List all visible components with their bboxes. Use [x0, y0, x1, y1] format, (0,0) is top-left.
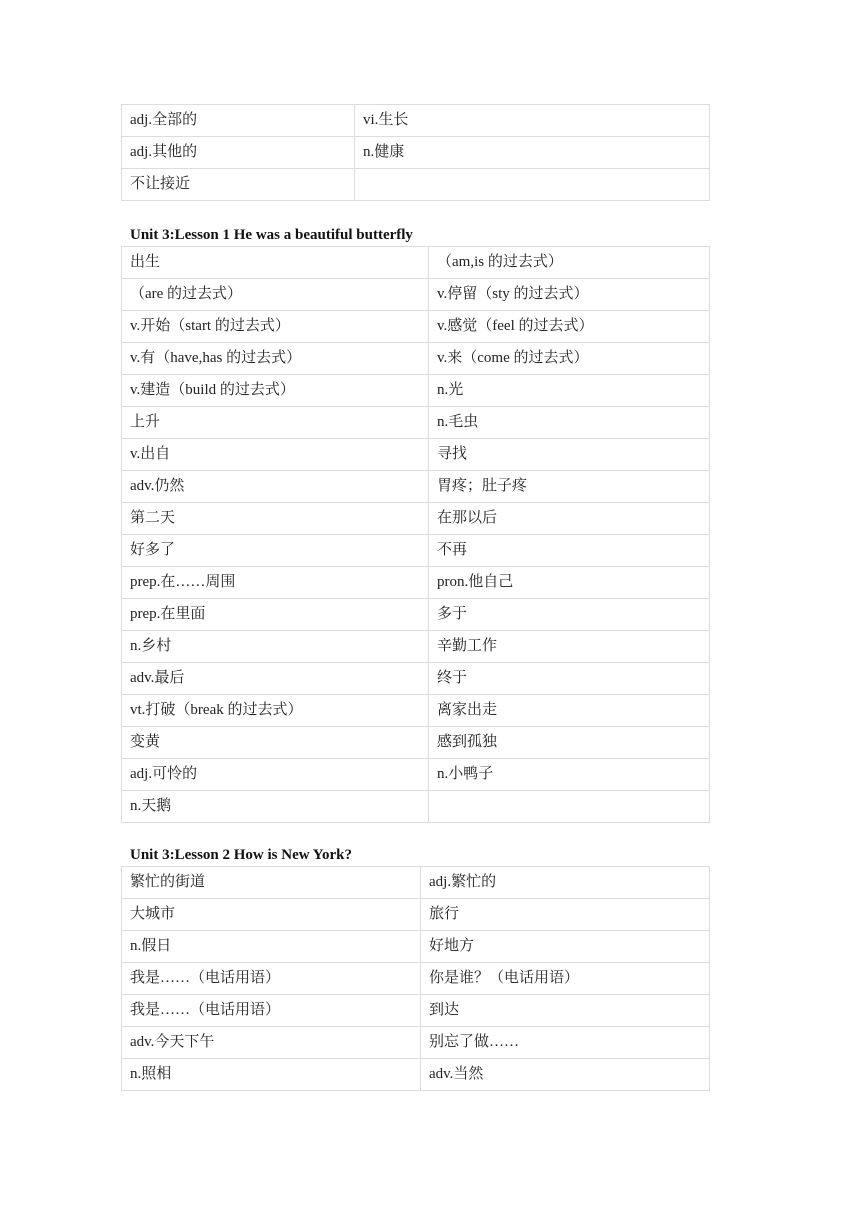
table-cell: 旅行	[421, 899, 710, 931]
table-cell: n.小鸭子	[429, 759, 710, 791]
table-row	[122, 727, 710, 759]
vocab-table-top-body	[122, 105, 710, 201]
table-cell: adv.当然	[421, 1059, 710, 1091]
table-cell: adv.仍然	[122, 471, 429, 503]
table-cell: vi.生长	[355, 105, 710, 137]
table-cell: n.健康	[355, 137, 710, 169]
vocab-table-lesson-1-body	[122, 247, 710, 823]
table-cell: 在那以后	[429, 503, 710, 535]
table-cell: prep.在……周围	[122, 567, 429, 599]
table-cell: （am,is 的过去式）	[429, 247, 710, 279]
table-row	[122, 899, 710, 931]
table-row	[122, 535, 710, 567]
table-cell: 好多了	[122, 535, 429, 567]
table-cell: 你是谁？（电话用语）	[421, 963, 710, 995]
table-row	[122, 759, 710, 791]
table-cell: 我是……（电话用语）	[122, 963, 421, 995]
table-cell: n.毛虫	[429, 407, 710, 439]
table-cell: n.照相	[122, 1059, 421, 1091]
table-cell: 胃疼；肚子疼	[429, 471, 710, 503]
table-cell: （are 的过去式）	[122, 279, 429, 311]
table-cell: pron.他自己	[429, 567, 710, 599]
table-row	[122, 1059, 710, 1091]
table-row	[122, 503, 710, 535]
table-row	[122, 931, 710, 963]
table-row	[122, 247, 710, 279]
table-row	[122, 105, 710, 137]
table-cell: adj.全部的	[122, 105, 355, 137]
table-cell: adv.最后	[122, 663, 429, 695]
section-heading-lesson-2: Unit 3:Lesson 2 How is New York?	[130, 847, 352, 863]
table-row	[122, 407, 710, 439]
vocab-table-lesson-2-body	[122, 867, 710, 1091]
table-cell: prep.在里面	[122, 599, 429, 631]
table-cell: 感到孤独	[429, 727, 710, 759]
table-row	[122, 567, 710, 599]
table-cell: v.感觉（feel 的过去式）	[429, 311, 710, 343]
table-cell: n.光	[429, 375, 710, 407]
table-row	[122, 279, 710, 311]
table-row	[122, 169, 710, 201]
table-cell: v.开始（start 的过去式）	[122, 311, 429, 343]
table-row	[122, 343, 710, 375]
table-row	[122, 695, 710, 727]
table-row	[122, 791, 710, 823]
table-row	[122, 867, 710, 899]
table-row	[122, 375, 710, 407]
table-cell: adv.今天下午	[122, 1027, 421, 1059]
vocab-table-lesson-2	[121, 866, 710, 1091]
table-row	[122, 311, 710, 343]
table-cell: 别忘了做……	[421, 1027, 710, 1059]
table-cell: 繁忙的街道	[122, 867, 421, 899]
table-cell: v.停留（sty 的过去式）	[429, 279, 710, 311]
table-cell: adj.可怜的	[122, 759, 429, 791]
vocab-table-top	[121, 104, 710, 201]
table-cell: 多于	[429, 599, 710, 631]
table-cell: n.乡村	[122, 631, 429, 663]
table-row	[122, 995, 710, 1027]
table-cell: 辛勤工作	[429, 631, 710, 663]
table-row	[122, 471, 710, 503]
table-cell: adj.繁忙的	[421, 867, 710, 899]
table-cell: n.假日	[122, 931, 421, 963]
table-cell	[355, 169, 710, 201]
table-cell: 变黄	[122, 727, 429, 759]
table-row	[122, 663, 710, 695]
table-cell: 我是……（电话用语）	[122, 995, 421, 1027]
table-cell	[429, 791, 710, 823]
table-cell: n.天鹅	[122, 791, 429, 823]
table-cell: 大城市	[122, 899, 421, 931]
table-row	[122, 137, 710, 169]
table-row	[122, 439, 710, 471]
table-row	[122, 631, 710, 663]
table-row	[122, 599, 710, 631]
table-cell: 上升	[122, 407, 429, 439]
table-cell: v.建造（build 的过去式）	[122, 375, 429, 407]
table-cell: vt.打破（break 的过去式）	[122, 695, 429, 727]
table-cell: 好地方	[421, 931, 710, 963]
table-cell: v.出自	[122, 439, 429, 471]
table-cell: 寻找	[429, 439, 710, 471]
table-cell: 不让接近	[122, 169, 355, 201]
table-cell: 到达	[421, 995, 710, 1027]
table-cell: v.有（have,has 的过去式）	[122, 343, 429, 375]
table-cell: 终于	[429, 663, 710, 695]
table-cell: 第二天	[122, 503, 429, 535]
table-cell: 离家出走	[429, 695, 710, 727]
table-cell: adj.其他的	[122, 137, 355, 169]
table-cell: 出生	[122, 247, 429, 279]
table-row	[122, 1027, 710, 1059]
section-heading-lesson-1: Unit 3:Lesson 1 He was a beautiful butterfly	[130, 227, 413, 243]
table-cell: v.来（come 的过去式）	[429, 343, 710, 375]
table-row	[122, 963, 710, 995]
vocab-table-lesson-1	[121, 246, 710, 823]
table-cell: 不再	[429, 535, 710, 567]
